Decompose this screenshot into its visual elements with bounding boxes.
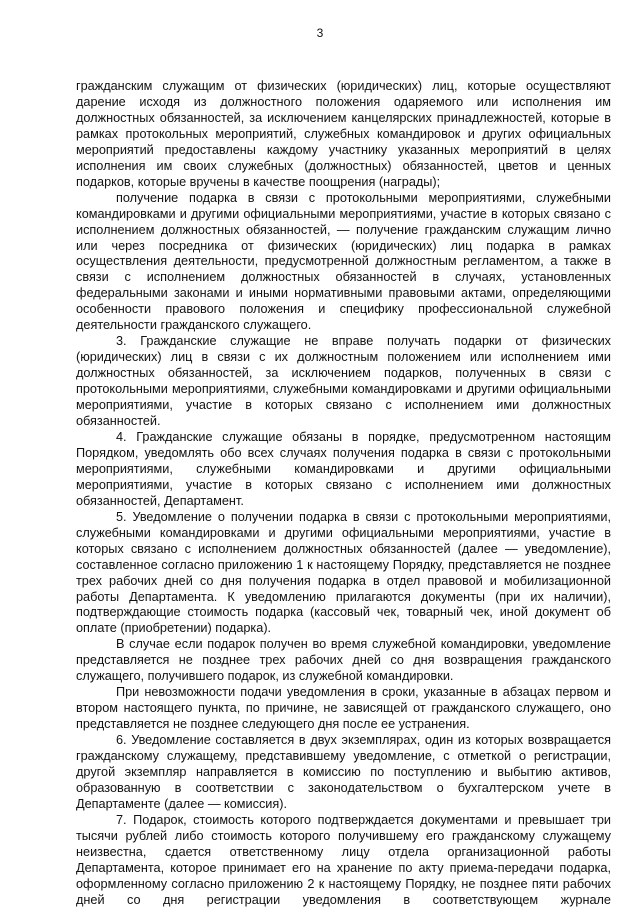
- paragraph-item-7: 7. Подарок, стоимость которого подтверждается документами и превышает три тысячи рублей либо стоимость которого получившему его гражданскому служащему неизвестна, сдается ответственному лицу отдела организационной работы Департамента, которое принимает его на хранение по акту приема-передачи подарка, оформленному согласно приложению 2 к настоящему Порядку, не позднее пяти рабочих дней со дня регистрации уведомления в соответствующем журнале: [76, 812, 611, 907]
- paragraph-item-4: 4. Гражданские служащие обязаны в порядке, предусмотренном настоящим Порядком, уведомлять обо всех случаях получения подарка в связи с протокольными мероприятиями, служебными командировками и другими официальными мероприятиями, участие в которых связано с исполнением ими должностных обязанностей, Департамент.: [76, 429, 611, 508]
- page-number: 3: [316, 26, 324, 40]
- document-body: [76, 79, 611, 909]
- paragraph-item-6: 6. Уведомление составляется в двух экземплярах, один из которых возвращается гражданскому служащему, представившему уведомление, с отметкой о регистрации, другой экземпляр направляется в комиссию по поступлению и выбытию активов, образованную в соответствии с законодательством о бухгалтерском учете в Департаменте (далее — комиссия).: [76, 733, 611, 811]
- paragraph-item-5: 5. Уведомление о получении подарка в связи с протокольными мероприятиями, служебными командировками и другими официальными мероприятиями, участие в которых связано с исполнением должностных обязанностей (далее — уведомление), составленное согласно приложению 1 к настоящему Порядку, представляется не позднее трех рабочих дней со дня получения подарка в отдел правовой и мобилизационной работы Департамента. К уведомлению прилагаются документы (при их наличии), подтверждающие стоимость подарка (кассовый чек, товарный чек, иной документ об оплате (приобретении) подарка).: [76, 509, 611, 636]
- paragraph-item-5-business-trip: В случае если подарок получен во время служебной командировки, уведомление представляется не позднее трех рабочих дней со дня возвращения гражданского служащего, получившего подарок, из служебной командировки.: [76, 637, 611, 684]
- paragraph-item-5-impossibility: При невозможности подачи уведомления в сроки, указанные в абзацах первом и втором настоящего пункта, по причине, не зависящей от гражданского служащего, оно представляется не позднее следующего дня после ее устранения.: [76, 685, 611, 732]
- paragraph-item-3: 3. Гражданские служащие не вправе получать подарки от физических (юридических) лиц в связи с их должностным положением или исполнением ими должностных обязанностей, за исключением подарков, полученных в связи с протокольными мероприятиями, служебными командировками и другими официальными мероприятиями, участие в которых связано с исполнением ими должностных обязанностей.: [76, 334, 611, 429]
- paragraph-definition-gift-receipt: получение подарка в связи с протокольными мероприятиями, служебными командировками и другими официальными мероприятиями, участие в которых связано с исполнением должностных обязанностей, — получение гражданским служащим лично или через посредника от физических (юридических) лиц подарка в рамках осуществления деятельности, предусмотренной должностным регламентом, а также в связи с исполнением должностных обязанностей в случаях, установленных федеральными законами и иными нормативными правовыми актами, определяющими особенности правового положения и специфику профессиональной служебной деятельности гражданского служащего.: [76, 190, 611, 333]
- paragraph-continuation: гражданским служащим от физических (юридических) лиц, которые осуществляют дарение исходя из должностного положения одаряемого или исполнения им должностных обязанностей, за исключением канцелярских принадлежностей, которые в рамках протокольных мероприятий, служебных командировок и других официальных мероприятий предоставлены каждому участнику указанных мероприятий в целях исполнения им своих служебных (должностных) обязанностей, цветов и ценных подарков, которые вручены в качестве поощрения (награды);: [76, 79, 611, 189]
